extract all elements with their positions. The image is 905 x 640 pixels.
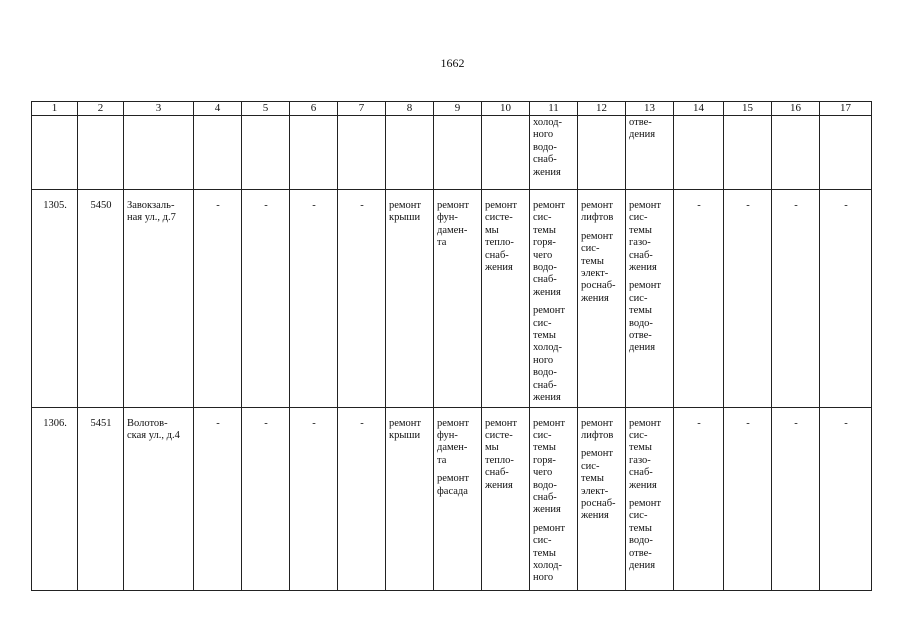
building-code: 5451 bbox=[78, 407, 124, 590]
text-line: ремонт bbox=[533, 305, 566, 317]
empty-cell bbox=[724, 116, 772, 190]
text-line: тепло- bbox=[485, 454, 514, 466]
text-line: ная ул., д.7 bbox=[127, 212, 176, 224]
empty-cell bbox=[124, 116, 194, 190]
text-line: чего bbox=[533, 249, 553, 261]
text-line: водо- bbox=[533, 479, 557, 491]
text-line: та bbox=[437, 237, 447, 249]
text-line: ремонт bbox=[389, 200, 422, 211]
text-line: сис- bbox=[629, 429, 648, 441]
work-item bbox=[581, 200, 623, 225]
text-line: горя- bbox=[533, 454, 556, 466]
text-line: дамен- bbox=[437, 442, 468, 454]
work-item bbox=[437, 200, 479, 250]
work-cell-col12 bbox=[578, 190, 626, 408]
work-item bbox=[437, 418, 479, 468]
empty-cell bbox=[674, 116, 724, 190]
column-number: 5 bbox=[242, 102, 290, 116]
work-cell-col13 bbox=[626, 190, 674, 408]
text-line: крыши bbox=[389, 212, 421, 224]
work-item bbox=[533, 523, 575, 585]
text-line: систе- bbox=[485, 429, 513, 441]
text-line: Волотов- bbox=[127, 417, 168, 429]
building-code: 5450 bbox=[78, 190, 124, 408]
text-line: водо- bbox=[533, 141, 557, 153]
address bbox=[124, 190, 194, 408]
text-line: ного bbox=[533, 129, 554, 141]
work-item bbox=[533, 418, 575, 517]
text-line: ремонт bbox=[581, 448, 614, 460]
text-line: водо- bbox=[533, 262, 557, 274]
column-number: 17 bbox=[820, 102, 872, 116]
text-line: ская ул., д.4 bbox=[127, 429, 180, 441]
text-line: дения bbox=[629, 129, 656, 141]
text-line: сис- bbox=[629, 292, 648, 304]
text-line: темы bbox=[581, 473, 604, 485]
text-line: жения bbox=[533, 166, 561, 178]
dash-cell: - bbox=[772, 407, 820, 590]
text-line: фун- bbox=[437, 429, 458, 441]
column-number: 6 bbox=[290, 102, 338, 116]
text-line: водо- bbox=[629, 317, 653, 329]
text-line: жения bbox=[581, 292, 609, 304]
dash-cell: - bbox=[724, 407, 772, 590]
text-line: сис- bbox=[629, 510, 648, 522]
col11-continuation bbox=[530, 116, 578, 190]
dash-cell: - bbox=[290, 190, 338, 408]
text-line: газо- bbox=[629, 454, 651, 466]
text-line: та bbox=[437, 454, 447, 466]
work-cell-col10 bbox=[482, 190, 530, 408]
text-line: дамен- bbox=[437, 224, 468, 236]
dash-cell: - bbox=[242, 407, 290, 590]
text-line: жения bbox=[533, 286, 561, 298]
empty-cell bbox=[32, 116, 78, 190]
text-line: горя- bbox=[533, 237, 556, 249]
work-item bbox=[389, 200, 431, 225]
text-line: холод- bbox=[533, 117, 562, 128]
text-line: снаб- bbox=[533, 379, 557, 391]
text-line: ремонт bbox=[629, 280, 662, 292]
text-line: крыши bbox=[389, 429, 421, 441]
text-line: сис- bbox=[581, 460, 600, 472]
text-line: темы bbox=[629, 305, 652, 317]
text-line: ного bbox=[533, 354, 554, 366]
page-number: 1662 bbox=[440, 56, 465, 70]
col13-continuation bbox=[626, 116, 674, 190]
column-number: 12 bbox=[578, 102, 626, 116]
work-cell-col9 bbox=[434, 190, 482, 408]
dash-cell: - bbox=[338, 190, 386, 408]
work-item bbox=[533, 200, 575, 299]
work-cell-col11 bbox=[530, 190, 578, 408]
dash-cell: - bbox=[242, 190, 290, 408]
column-number-row bbox=[32, 102, 872, 116]
text-line: ремонт bbox=[629, 417, 662, 429]
table-row bbox=[32, 407, 872, 590]
work-item bbox=[485, 418, 527, 492]
text-line: темы bbox=[629, 224, 652, 236]
column-number: 10 bbox=[482, 102, 530, 116]
dash-cell: - bbox=[772, 190, 820, 408]
empty-cell bbox=[434, 116, 482, 190]
work-item bbox=[629, 498, 671, 572]
text-line: отве- bbox=[629, 547, 652, 559]
empty-cell bbox=[78, 116, 124, 190]
work-cell-col12 bbox=[578, 407, 626, 590]
text-line: дения bbox=[629, 559, 656, 571]
column-number: 7 bbox=[338, 102, 386, 116]
text-line: темы bbox=[533, 547, 556, 559]
column-number: 15 bbox=[724, 102, 772, 116]
text-line: сис- bbox=[533, 429, 552, 441]
text-line: ремонт bbox=[485, 417, 518, 429]
work-cell-col10 bbox=[482, 407, 530, 590]
text-line: ремонт bbox=[629, 200, 662, 211]
text-line: темы bbox=[629, 442, 652, 454]
text-line: снаб- bbox=[533, 154, 557, 166]
text-line: роснаб- bbox=[581, 497, 616, 509]
text-line: ремонт bbox=[581, 230, 614, 242]
text-line: сис- bbox=[533, 317, 552, 329]
text-line: ремонт bbox=[437, 473, 470, 485]
dash-cell: - bbox=[724, 190, 772, 408]
work-item bbox=[389, 418, 431, 443]
column-number: 13 bbox=[626, 102, 674, 116]
text-line: жения bbox=[485, 479, 513, 491]
column-number: 3 bbox=[124, 102, 194, 116]
text-line: ремонт bbox=[437, 417, 470, 429]
text-line: ремонт bbox=[581, 200, 614, 211]
empty-cell bbox=[386, 116, 434, 190]
column-number: 14 bbox=[674, 102, 724, 116]
empty-cell bbox=[194, 116, 242, 190]
work-item bbox=[533, 305, 575, 404]
empty-cell bbox=[482, 116, 530, 190]
text-line: холод- bbox=[533, 342, 562, 354]
column-number: 1 bbox=[32, 102, 78, 116]
text-line: водо- bbox=[533, 367, 557, 379]
table-row bbox=[32, 190, 872, 408]
dash-cell: - bbox=[674, 407, 724, 590]
empty-cell bbox=[242, 116, 290, 190]
text-line: жения bbox=[629, 262, 657, 274]
text-line: ремонт bbox=[629, 497, 662, 509]
column-number: 11 bbox=[530, 102, 578, 116]
text-line: водо- bbox=[629, 535, 653, 547]
work-item bbox=[629, 280, 671, 354]
text-line: ремонт bbox=[533, 200, 566, 211]
text-line: сис- bbox=[533, 212, 552, 224]
text-line: газо- bbox=[629, 237, 651, 249]
text-line: отве- bbox=[629, 117, 652, 128]
dash-cell: - bbox=[674, 190, 724, 408]
text-line: сис- bbox=[533, 535, 552, 547]
text-line: темы bbox=[629, 522, 652, 534]
dash-cell: - bbox=[820, 407, 872, 590]
column-number: 8 bbox=[386, 102, 434, 116]
text-line: сис- bbox=[629, 212, 648, 224]
column-number: 2 bbox=[78, 102, 124, 116]
text-line: ремонт bbox=[389, 417, 422, 429]
text-line: снаб- bbox=[485, 249, 509, 261]
work-cell-col8 bbox=[386, 407, 434, 590]
dash-cell: - bbox=[338, 407, 386, 590]
text-line: жения bbox=[629, 479, 657, 491]
address bbox=[124, 407, 194, 590]
text-line: элект- bbox=[581, 268, 609, 280]
work-item bbox=[581, 231, 623, 305]
text-line: дения bbox=[629, 342, 656, 354]
dash-cell: - bbox=[194, 190, 242, 408]
work-item bbox=[629, 200, 671, 274]
text-line: снаб- bbox=[629, 467, 653, 479]
text-line: снаб- bbox=[629, 249, 653, 261]
text-line: ремонт bbox=[533, 522, 566, 534]
text-line: фасада bbox=[437, 485, 468, 497]
text-line: темы bbox=[533, 224, 556, 236]
text-line: темы bbox=[533, 442, 556, 454]
text-line: снаб- bbox=[533, 491, 557, 503]
work-item bbox=[581, 418, 623, 443]
work-cell-col13 bbox=[626, 407, 674, 590]
empty-cell bbox=[578, 116, 626, 190]
text-line: чего bbox=[533, 467, 553, 479]
empty-cell bbox=[820, 116, 872, 190]
text-line: жения bbox=[581, 510, 609, 522]
text-line: ремонт bbox=[437, 200, 470, 211]
text-line: лифтов bbox=[581, 212, 614, 224]
work-cell-col8 bbox=[386, 190, 434, 408]
text-line: сис- bbox=[581, 243, 600, 255]
text-line: отве- bbox=[629, 330, 652, 342]
text-line: ного bbox=[533, 572, 554, 584]
dash-cell: - bbox=[820, 190, 872, 408]
row-index: 1306. bbox=[32, 407, 78, 590]
repair-schedule-table bbox=[31, 101, 872, 591]
continuation-row bbox=[32, 116, 872, 190]
text-line: темы bbox=[581, 255, 604, 267]
text-line: снаб- bbox=[485, 467, 509, 479]
text-line: темы bbox=[533, 330, 556, 342]
text-line: жения bbox=[533, 504, 561, 516]
work-item bbox=[437, 473, 479, 498]
text-line: мы bbox=[485, 442, 499, 454]
column-number: 16 bbox=[772, 102, 820, 116]
column-number: 4 bbox=[194, 102, 242, 116]
text-line: элект- bbox=[581, 485, 609, 497]
text-line: холод- bbox=[533, 559, 562, 571]
text-line: снаб- bbox=[533, 274, 557, 286]
text-line: жения bbox=[533, 392, 561, 404]
text-line: ремонт bbox=[581, 417, 614, 429]
text-line: мы bbox=[485, 224, 499, 236]
work-item bbox=[629, 418, 671, 492]
text-line: фун- bbox=[437, 212, 458, 224]
work-item bbox=[581, 448, 623, 522]
text-line: жения bbox=[485, 262, 513, 274]
text-line: Завокзаль- bbox=[127, 200, 175, 211]
text-line: ремонт bbox=[533, 417, 566, 429]
work-cell-col9 bbox=[434, 407, 482, 590]
text-line: лифтов bbox=[581, 429, 614, 441]
work-cell-col11 bbox=[530, 407, 578, 590]
text-line: ремонт bbox=[485, 200, 518, 211]
text-line: систе- bbox=[485, 212, 513, 224]
empty-cell bbox=[772, 116, 820, 190]
row-index: 1305. bbox=[32, 190, 78, 408]
text-line: тепло- bbox=[485, 237, 514, 249]
text-line: роснаб- bbox=[581, 280, 616, 292]
empty-cell bbox=[338, 116, 386, 190]
dash-cell: - bbox=[290, 407, 338, 590]
column-number: 9 bbox=[434, 102, 482, 116]
work-item bbox=[485, 200, 527, 274]
dash-cell: - bbox=[194, 407, 242, 590]
empty-cell bbox=[290, 116, 338, 190]
